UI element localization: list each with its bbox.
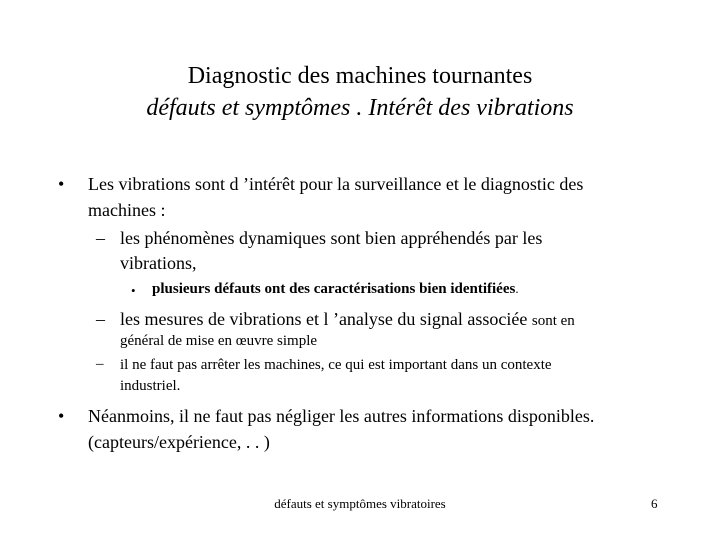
sub-bullet-1-line2: vibrations, (120, 253, 197, 273)
bullet-marker: • (58, 174, 65, 194)
bullet-2-text-line2: (capteurs/expérience, . . ) (88, 432, 270, 452)
sub-sub-bullet-1-period: . (515, 281, 519, 296)
sub-bullet-3-line1: il ne faut pas arrêter les machines, ce qui est important dans un contexte (120, 357, 552, 373)
sub-bullet-2-line1 (120, 309, 575, 330)
slide-title: Diagnostic des machines tournantes (187, 63, 533, 89)
sub-bullet-3-line2: industriel. (120, 378, 181, 394)
page-number: 6 (651, 496, 658, 511)
sub-bullet-2-line1-main: les mesures de vibrations et l ’analyse du signal associée (120, 309, 532, 329)
bullet-marker: • (58, 406, 65, 426)
bullet-1-text-line2: machines : (88, 200, 166, 220)
bullet-2-text-line1: Néanmoins, il ne faut pas négliger les autres informations disponibles. (88, 406, 595, 426)
slide-subtitle: défauts et symptômes . Intérêt des vibrations (146, 95, 574, 121)
sub-bullet-1-line1: les phénomènes dynamiques sont bien appréhendés par les (120, 228, 543, 248)
sub-sub-bullet-1-text: plusieurs défauts ont des caractérisations bien identifiées (152, 281, 516, 297)
sub-bullet-2-line1-small: sont en (531, 313, 575, 329)
dash-marker: – (96, 309, 105, 329)
sub-sub-bullet-1 (152, 281, 519, 298)
sub-bullet-2-line2: général de mise en œuvre simple (120, 333, 318, 349)
dash-marker: – (96, 228, 105, 248)
bullet-1-text-line1: Les vibrations sont d ’intérêt pour la surveillance et le diagnostic des (88, 174, 584, 194)
small-bullet-marker: • (131, 283, 136, 298)
dash-marker: – (96, 356, 104, 372)
footer-text: défauts et symptômes vibratoires (274, 496, 446, 511)
